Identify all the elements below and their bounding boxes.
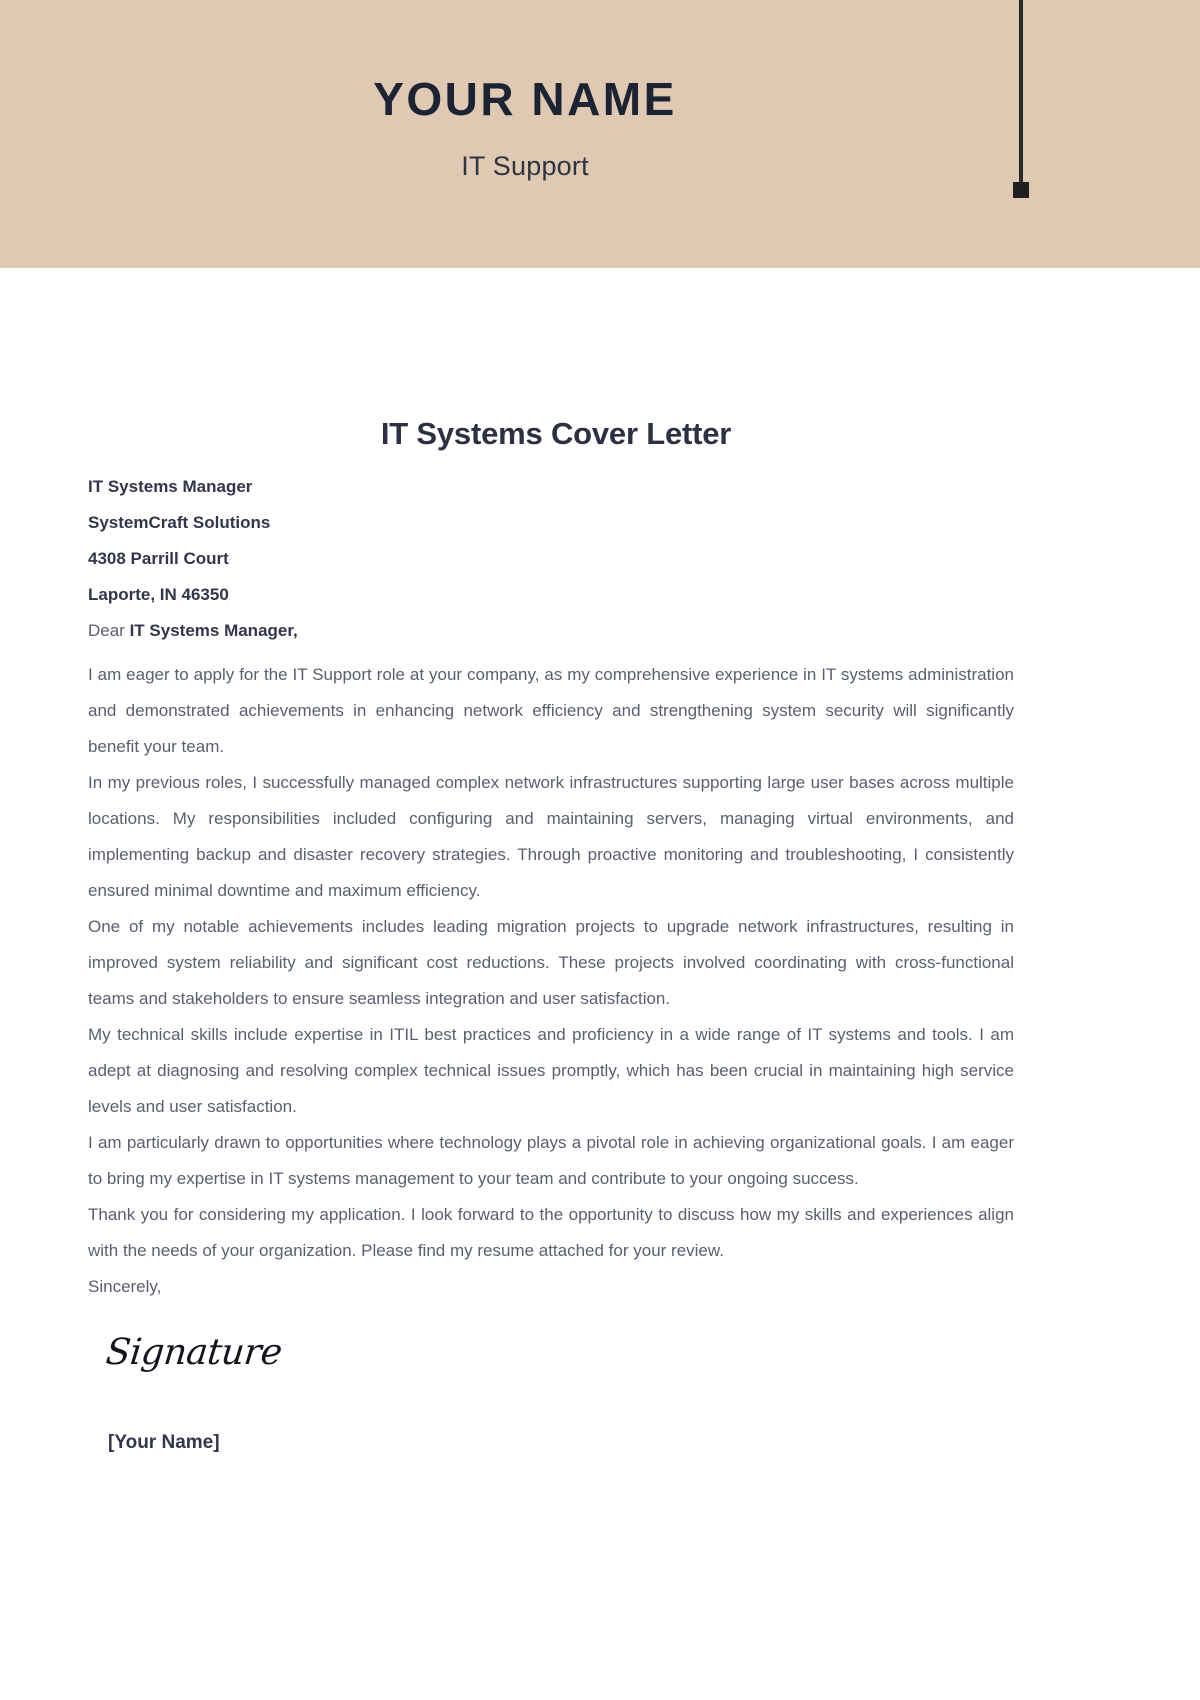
- body-paragraph: I am particularly drawn to opportunities where technology plays a pivotal role in achieving organizational goals. I am eager to bring my expertise in IT systems management to your team and contribute to your ongoing success.: [88, 1133, 1014, 1188]
- body-paragraph: I am eager to apply for the IT Support role at your company, as my comprehensive experience in IT systems administration and demonstrated achievements in enhancing network efficiency and strengthening system security will significantly benefit your team.: [88, 665, 1014, 756]
- letter-heading: IT Systems Cover Letter: [380, 416, 732, 451]
- signature-block: [88, 1332, 1112, 1453]
- recipient-address-block: [88, 478, 1112, 603]
- salutation-prefix: Dear: [88, 621, 130, 640]
- closing-salutation: Sincerely,: [88, 1277, 162, 1296]
- body-paragraph: One of my notable achievements includes leading migration projects to upgrade network infrastructures, resulting in improved system reliability and significant cost reductions. These projects involved coordinating with cross-functional teams and stakeholders to ensure seamless integration and user satisfaction.: [88, 917, 1014, 1008]
- cover-letter-body: [0, 268, 1200, 1452]
- recipient-line: Laporte, IN 46350: [88, 585, 229, 604]
- letterhead-text-group: [0, 0, 1050, 268]
- recipient-line: 4308 Parrill Court: [88, 549, 229, 568]
- signer-name: [Your Name]: [108, 1432, 220, 1453]
- recipient-line: SystemCraft Solutions: [88, 513, 271, 532]
- handwritten-signature: Signature: [103, 1332, 284, 1373]
- letterhead-header: [0, 0, 1200, 268]
- salutation-recipient-name: IT Systems Manager,: [129, 621, 298, 640]
- body-paragraph: In my previous roles, I successfully managed complex network infrastructures supporting large user bases across multiple locations. My responsibilities included configuring and maintaining servers, managing virtual environments, and implementing backup and disaster recovery strategies. Through proactive monitoring and troubleshooting, I consistently ensured minimal downtime and maximum efficiency.: [88, 773, 1014, 900]
- body-paragraph: Thank you for considering my application. I look forward to the opportunity to discuss how my skills and experiences align with the needs of your organization. Please find my resume attached for your review.: [88, 1205, 1014, 1260]
- job-role-subtitle: IT Support: [461, 150, 589, 181]
- body-paragraph: My technical skills include expertise in ITIL best practices and proficiency in a wide range of IT systems and tools. I am adept at diagnosing and resolving complex technical issues promptly, which has been crucial in maintaining high service levels and user satisfaction.: [88, 1025, 1014, 1116]
- recipient-line: IT Systems Manager: [88, 477, 253, 496]
- vertical-rule-cap-icon: [1013, 182, 1029, 198]
- vertical-rule-decoration: [1019, 0, 1023, 188]
- salutation: [88, 622, 1112, 639]
- page-title: YOUR NAME: [373, 73, 677, 125]
